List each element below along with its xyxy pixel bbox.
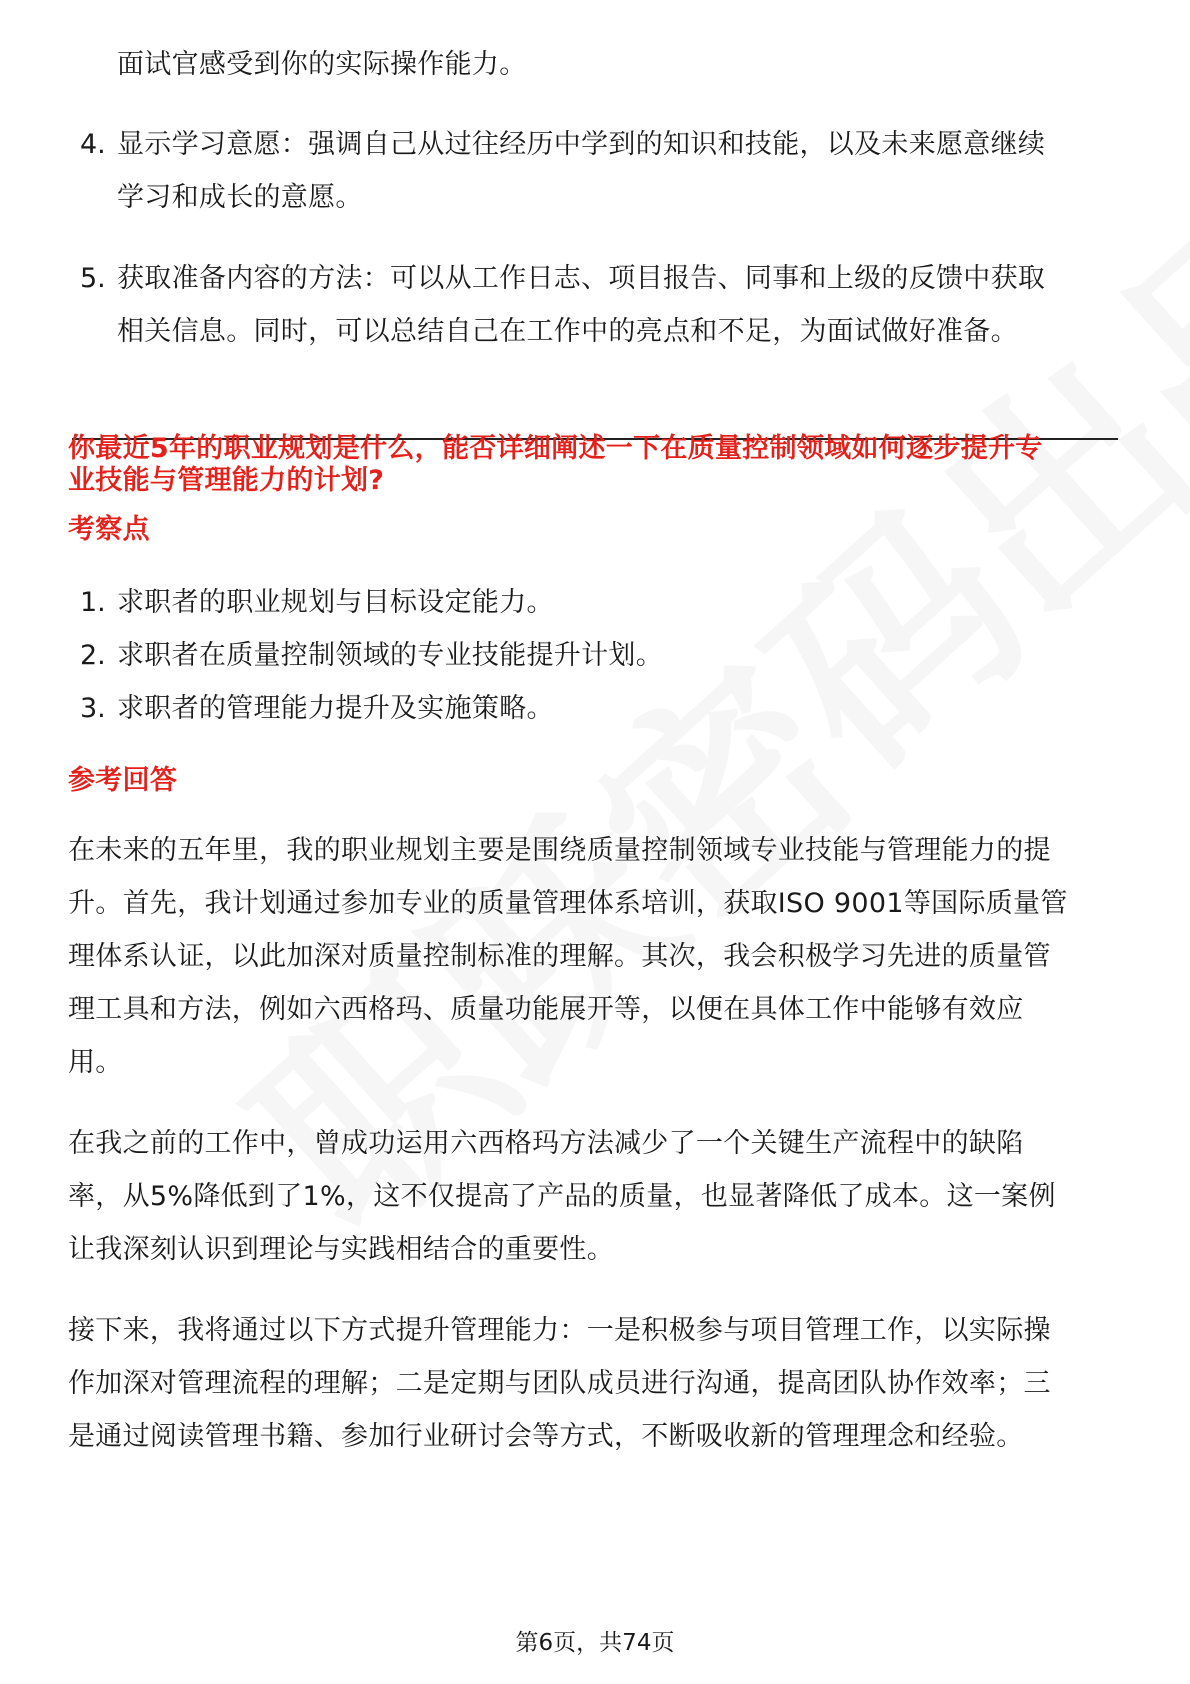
paragraph-line: 在未来的五年里，我的职业规划主要是围绕质量控制领域专业技能与管理能力的提 [68,835,1051,866]
list-item-line: 学习和成长的意愿。 [117,182,363,213]
section-heading-points: 考察点 [68,514,150,545]
list-number: 2. [80,640,106,671]
list-item: 求职者的职业规划与目标设定能力。 [117,587,554,618]
paragraph-line: 理体系认证，以此加深对质量控制标准的理解。其次，我会积极学习先进的质量管 [68,941,1051,972]
list-number: 3. [80,693,106,724]
list-item-line: 获取准备内容的方法：可以从工作日志、项目报告、同事和上级的反馈中获取 [117,263,1046,294]
paragraph-line: 作加深对管理流程的理解；二是定期与团队成员进行沟通，提高团队协作效率；三 [68,1368,1051,1399]
page-number: 第6页，共74页 [515,1630,675,1656]
paragraph-line: 率，从5%降低到了1%，这不仅提高了产品的质量，也显著降低了成本。这一案例 [68,1181,1056,1212]
question-title-line: 你最近5年的职业规划是什么，能否详细阐述一下在质量控制领域如何逐步提升专 [68,433,1043,464]
paragraph-line: 让我深刻认识到理论与实践相结合的重要性。 [68,1234,614,1265]
paragraph-line: 升。首先，我计划通过参加专业的质量管理体系培训，获取ISO 9001等国际质量管 [68,888,1068,919]
list-number: 4. [80,129,106,160]
paragraph-line: 在我之前的工作中，曾成功运用六西格玛方法减少了一个关键生产流程中的缺陷 [68,1128,1024,1159]
list-number: 5. [80,263,106,294]
paragraph-line: 是通过阅读管理书籍、参加行业研讨会等方式，不断吸收新的管理理念和经验。 [68,1421,1024,1452]
question-title-line: 业技能与管理能力的计划? [68,465,385,496]
paragraph-line: 接下来，我将通过以下方式提升管理能力：一是积极参与项目管理工作，以实际操 [68,1315,1051,1346]
list-number: 1. [80,587,106,618]
list-item: 求职者在质量控制领域的专业技能提升计划。 [117,640,663,671]
list-item-line: 相关信息。同时，可以总结自己在工作中的亮点和不足，为面试做好准备。 [117,316,1018,347]
continuation-text: 面试官感受到你的实际操作能力。 [117,49,527,80]
list-item-line: 显示学习意愿：强调自己从过往经历中学到的知识和技能，以及未来愿意继续 [117,129,1046,160]
paragraph-line: 用。 [68,1047,123,1078]
section-heading-answer: 参考回答 [68,765,178,796]
list-item: 求职者的管理能力提升及实施策略。 [117,693,554,724]
paragraph-line: 理工具和方法，例如六西格玛、质量功能展开等，以便在具体工作中能够有效应 [68,994,1024,1025]
